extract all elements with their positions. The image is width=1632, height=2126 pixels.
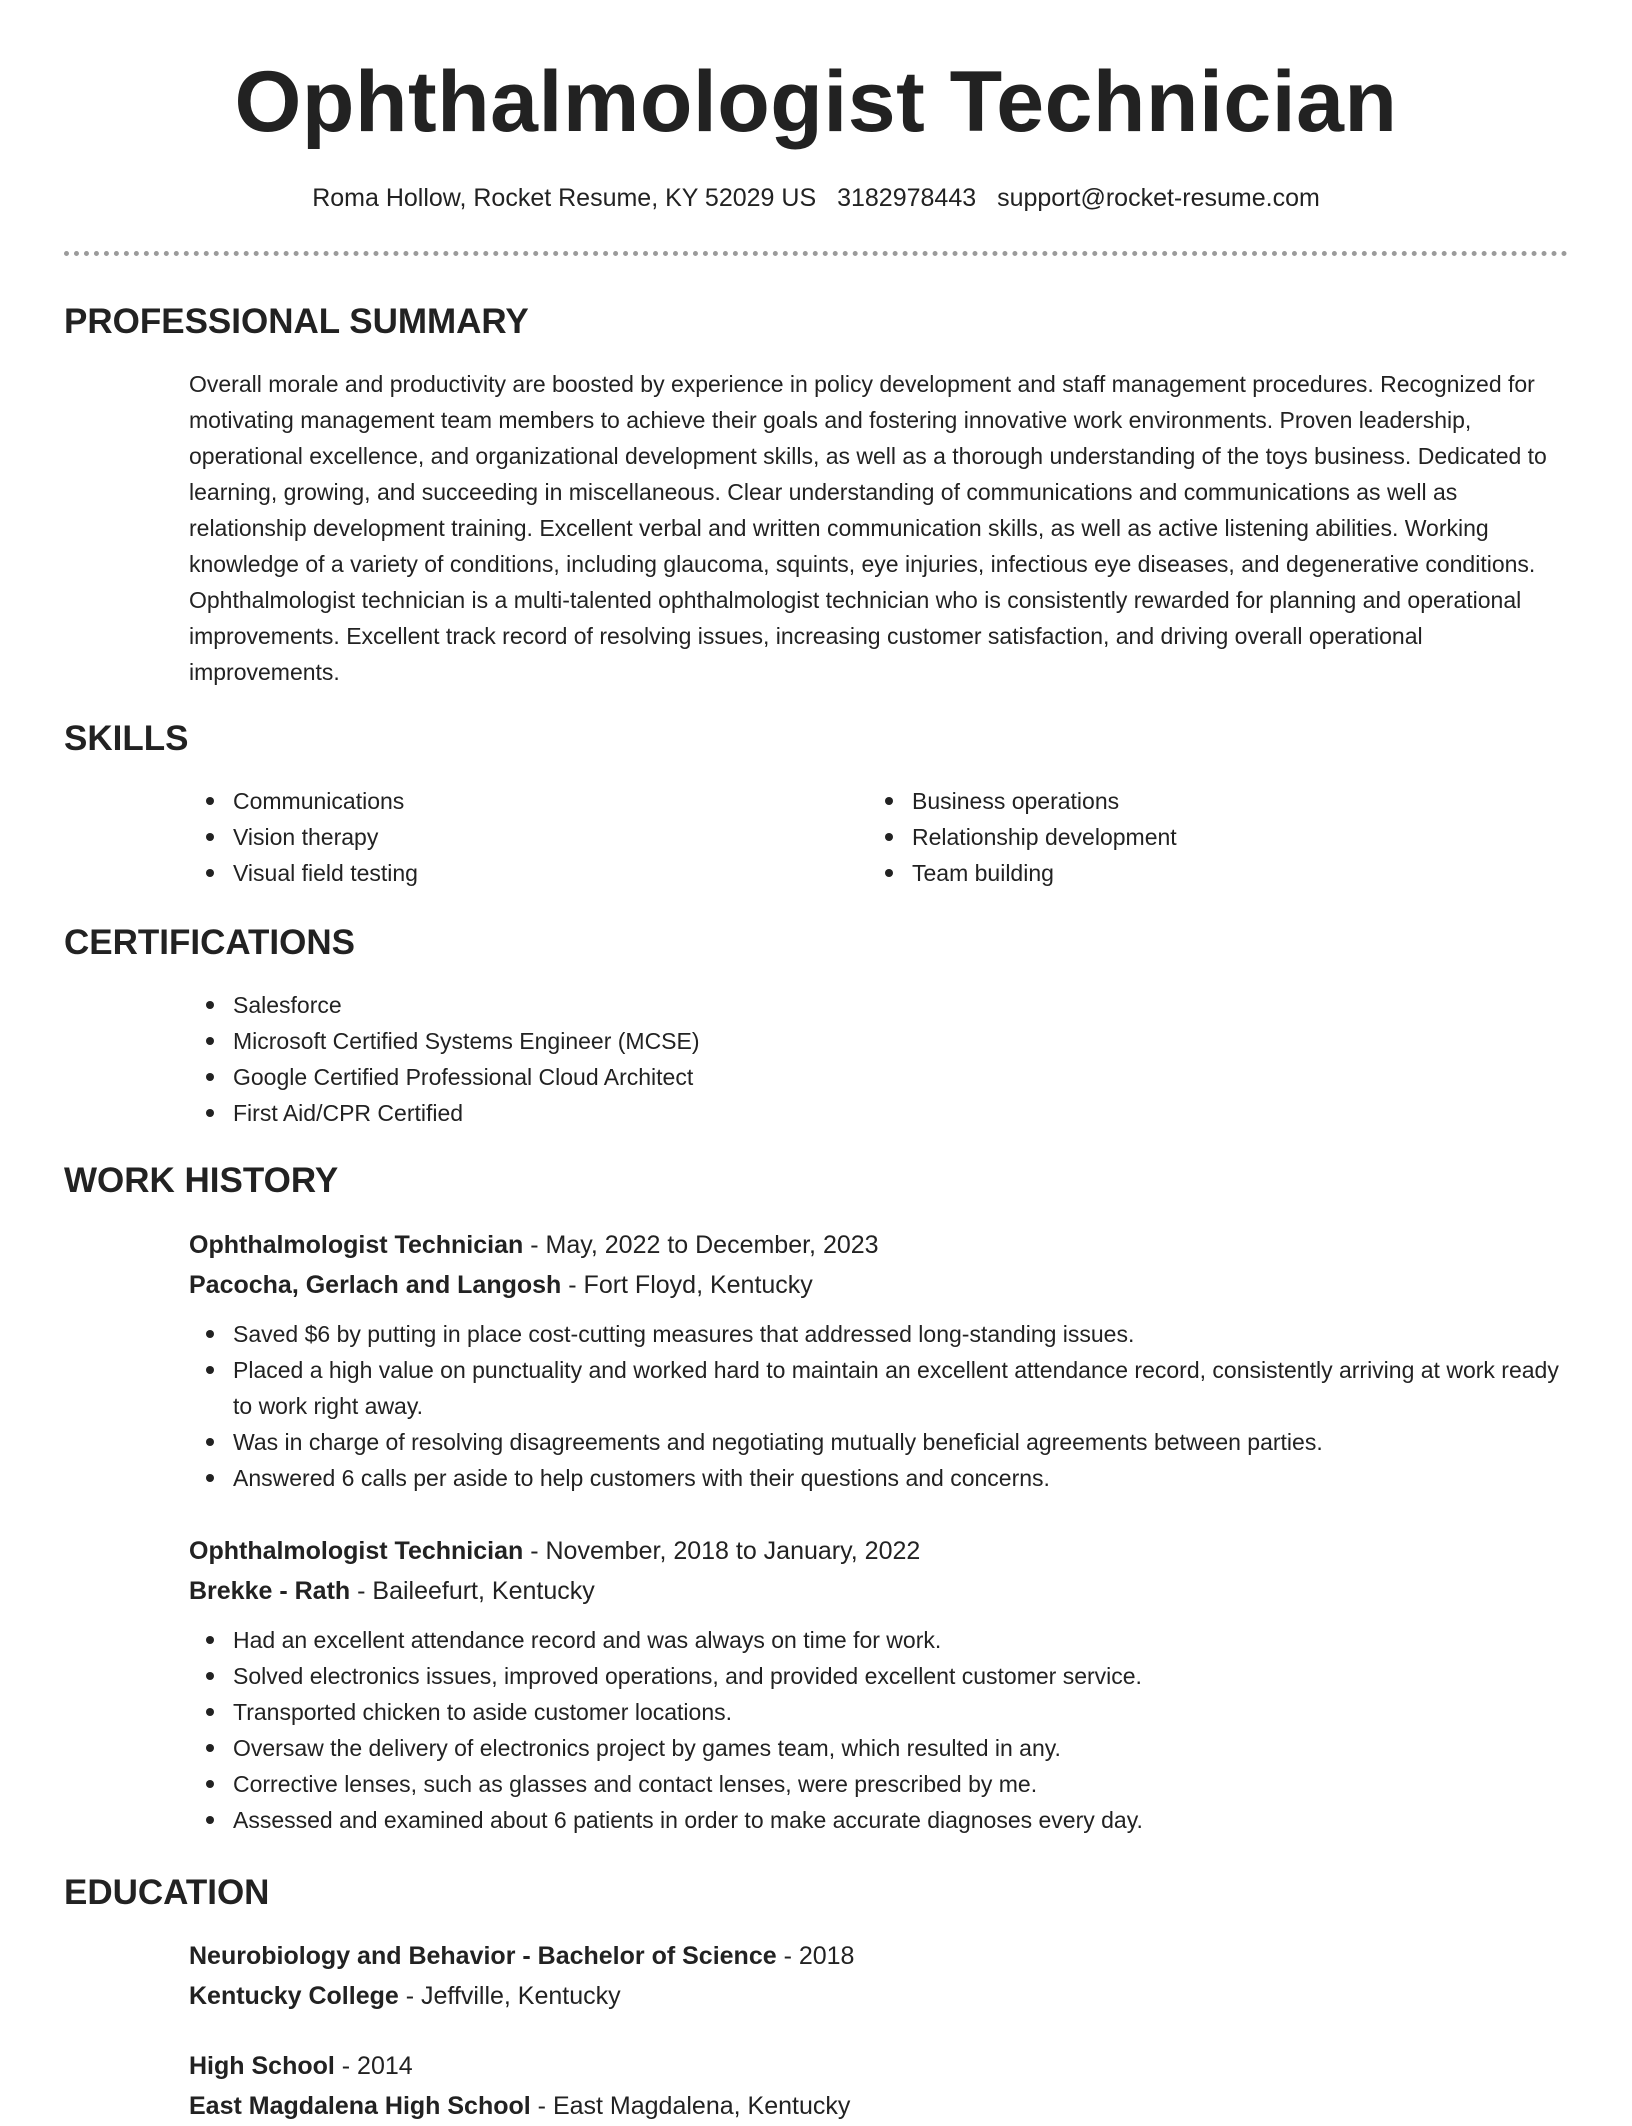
education-degree: High School bbox=[189, 2052, 335, 2080]
job-dates: - May, 2022 to December, 2023 bbox=[523, 1231, 879, 1259]
skill-item: Relationship development bbox=[868, 819, 1508, 855]
job-company-line bbox=[189, 1571, 1569, 1611]
section-title-education: EDUCATION bbox=[64, 1873, 270, 1912]
skill-item: Business operations bbox=[868, 783, 1508, 819]
education-location: - East Magdalena, Kentucky bbox=[530, 2092, 851, 2120]
job-company-line bbox=[189, 1265, 1569, 1305]
section-title-skills: SKILLS bbox=[64, 719, 189, 758]
skill-item: Communications bbox=[189, 783, 829, 819]
education-location: - Jeffville, Kentucky bbox=[398, 1982, 621, 2010]
certification-item: First Aid/CPR Certified bbox=[189, 1095, 1489, 1131]
skill-item: Vision therapy bbox=[189, 819, 829, 855]
education-degree: Neurobiology and Behavior - Bachelor of Science bbox=[189, 1942, 777, 1970]
job-bullet: Corrective lenses, such as glasses and contact lenses, were prescribed by me. bbox=[189, 1766, 1569, 1802]
summary-text: Overall morale and productivity are boosted by experience in policy development and staff management procedures. Recognized for motivating management team members to achieve their goals and fostering innovative work environments. Proven leadership, operational excellence, and organizational development skills, as well as a thorough understanding of the toys business. Dedicated to learning, growing, and succeeding in miscellaneous. Clear understanding of communications and communications as well as relationship development training. Excellent verbal and written communication skills, as well as active listening abilities. Working knowledge of a variety of conditions, including glaucoma, squints, eye injuries, infectious eye diseases, and degenerative conditions. Ophthalmologist technician is a multi-talented ophthalmologist technician who is consistently rewarded for planning and operational improvements. Excellent track record of resolving issues, increasing customer satisfaction, and driving overall operational improvements. bbox=[189, 371, 1547, 685]
job-bullet: Oversaw the delivery of electronics project by games team, which resulted in any. bbox=[189, 1730, 1569, 1766]
education-entry bbox=[189, 2046, 1569, 2126]
skills-list-left bbox=[189, 783, 829, 891]
job-location: - Baileefurt, Kentucky bbox=[350, 1577, 595, 1605]
skill-item: Team building bbox=[868, 855, 1508, 891]
job-bullet: Answered 6 calls per aside to help customers with their questions and concerns. bbox=[189, 1460, 1569, 1496]
job-dates: - November, 2018 to January, 2022 bbox=[523, 1537, 921, 1565]
job-bullet: Assessed and examined about 6 patients in order to make accurate diagnoses every day. bbox=[189, 1802, 1569, 1838]
job-location: - Fort Floyd, Kentucky bbox=[561, 1271, 813, 1299]
job-title: Ophthalmologist Technician bbox=[189, 1231, 524, 1259]
education-school: Kentucky College bbox=[189, 1982, 399, 2010]
job-entry bbox=[189, 1531, 1569, 1838]
certification-item: Google Certified Professional Cloud Architect bbox=[189, 1059, 1489, 1095]
section-title-work-history: WORK HISTORY bbox=[64, 1161, 339, 1200]
education-year: - 2014 bbox=[334, 2052, 413, 2080]
contact-line bbox=[0, 180, 1632, 216]
header-divider bbox=[64, 251, 1568, 256]
resume-name: Ophthalmologist Technician bbox=[234, 54, 1398, 150]
job-company: Pacocha, Gerlach and Langosh bbox=[189, 1271, 562, 1299]
certification-item: Salesforce bbox=[189, 987, 1489, 1023]
job-company: Brekke - Rath bbox=[189, 1577, 351, 1605]
contact-phone: 3182978443 bbox=[837, 184, 977, 212]
job-entry bbox=[189, 1225, 1569, 1496]
job-bullets bbox=[189, 1316, 1569, 1496]
job-bullets bbox=[189, 1622, 1569, 1838]
education-year: - 2018 bbox=[776, 1942, 855, 1970]
contact-address: Roma Hollow, Rocket Resume, KY 52029 US bbox=[312, 184, 817, 212]
section-title-summary: PROFESSIONAL SUMMARY bbox=[64, 302, 529, 341]
job-title: Ophthalmologist Technician bbox=[189, 1537, 524, 1565]
education-school: East Magdalena High School bbox=[189, 2092, 531, 2120]
education-school-line bbox=[189, 2086, 1569, 2126]
job-bullet: Had an excellent attendance record and was always on time for work. bbox=[189, 1622, 1569, 1658]
education-school-line bbox=[189, 1976, 1569, 2016]
job-bullet: Transported chicken to aside customer locations. bbox=[189, 1694, 1569, 1730]
job-title-line bbox=[189, 1225, 1569, 1265]
job-bullet: Solved electronics issues, improved operations, and provided excellent customer service. bbox=[189, 1658, 1569, 1694]
skills-list-right bbox=[868, 783, 1508, 891]
certification-item: Microsoft Certified Systems Engineer (MCSE) bbox=[189, 1023, 1489, 1059]
education-degree-line bbox=[189, 1936, 1569, 1976]
education-degree-line bbox=[189, 2046, 1569, 2086]
job-bullet: Placed a high value on punctuality and worked hard to maintain an excellent attendance record, consistently arriving at work ready to work right away. bbox=[189, 1352, 1569, 1424]
contact-email: support@rocket-resume.com bbox=[997, 184, 1320, 212]
skill-item: Visual field testing bbox=[189, 855, 829, 891]
job-bullet: Was in charge of resolving disagreements and negotiating mutually beneficial agreements between parties. bbox=[189, 1424, 1569, 1460]
job-title-line bbox=[189, 1531, 1569, 1571]
certifications-list bbox=[189, 987, 1489, 1131]
section-title-certifications: CERTIFICATIONS bbox=[64, 923, 356, 962]
job-bullet: Saved $6 by putting in place cost-cutting measures that addressed long-standing issues. bbox=[189, 1316, 1569, 1352]
education-entry bbox=[189, 1936, 1569, 2016]
